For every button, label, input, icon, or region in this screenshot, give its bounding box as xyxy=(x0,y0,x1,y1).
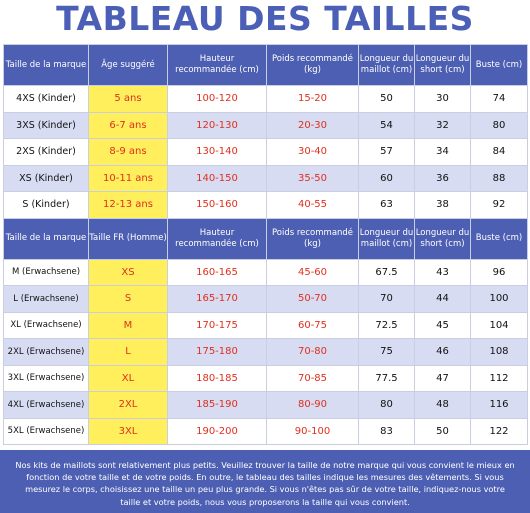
adult-table-cell: 3XL (Erwachsene) xyxy=(4,365,89,392)
adult-table-cell: 43 xyxy=(415,259,471,286)
adult-table-cell: 2XL xyxy=(89,392,168,419)
adult-table-cell: 122 xyxy=(471,418,528,445)
kids-table-cell: 5 ans xyxy=(89,86,168,113)
adult-table-cell: 190-200 xyxy=(168,418,267,445)
adult-table-cell: 67.5 xyxy=(359,259,415,286)
adult-table-cell: L xyxy=(89,339,168,366)
adult-table-cell: XS xyxy=(89,259,168,286)
kids-section xyxy=(4,45,528,219)
size-chart-table xyxy=(3,44,528,445)
adult-table-cell: 4XL (Erwachsene) xyxy=(4,392,89,419)
kids-table-cell: 63 xyxy=(359,192,415,219)
kids-table-cell: S (Kinder) xyxy=(4,192,89,219)
kids-table-cell: 32 xyxy=(415,112,471,139)
kids-table-cell: 15-20 xyxy=(267,86,359,113)
kids-table-cell: 120-130 xyxy=(168,112,267,139)
kids-column-header: Taille de la marque xyxy=(4,45,89,86)
kids-header-row xyxy=(4,45,528,86)
kids-table-cell: 6-7 ans xyxy=(89,112,168,139)
adult-table-cell: M (Erwachsene) xyxy=(4,259,89,286)
adult-header-row xyxy=(4,218,528,259)
kids-table-cell: 10-11 ans xyxy=(89,165,168,192)
adult-table-row xyxy=(4,339,528,366)
adult-table-cell: 104 xyxy=(471,312,528,339)
adult-table-cell: S xyxy=(89,286,168,313)
kids-table-cell: 38 xyxy=(415,192,471,219)
adult-table-cell: 75 xyxy=(359,339,415,366)
kids-table-cell: 4XS (Kinder) xyxy=(4,86,89,113)
adult-table-cell: 100 xyxy=(471,286,528,313)
kids-table-cell: 74 xyxy=(471,86,528,113)
adult-table-cell: 2XL (Erwachsene) xyxy=(4,339,89,366)
adult-table-cell: 90-100 xyxy=(267,418,359,445)
adult-table-cell: 72.5 xyxy=(359,312,415,339)
kids-table-row xyxy=(4,192,528,219)
kids-table-cell: 2XS (Kinder) xyxy=(4,139,89,166)
adult-table-cell: 175-180 xyxy=(168,339,267,366)
adult-section xyxy=(4,218,528,445)
adult-table-cell: 112 xyxy=(471,365,528,392)
kids-table-cell: 140-150 xyxy=(168,165,267,192)
kids-table-cell: 8-9 ans xyxy=(89,139,168,166)
kids-column-header: Longueur du maillot (cm) xyxy=(359,45,415,86)
adult-column-header: Taille de la marque xyxy=(4,218,89,259)
kids-table-cell: 12-13 ans xyxy=(89,192,168,219)
adult-column-header: Taille FR (Homme) xyxy=(89,218,168,259)
kids-column-header: Poids recommandé (kg) xyxy=(267,45,359,86)
adult-table-cell: 45-60 xyxy=(267,259,359,286)
kids-column-header: Longueur du short (cm) xyxy=(415,45,471,86)
kids-table-row xyxy=(4,86,528,113)
adult-table-cell: 50-70 xyxy=(267,286,359,313)
kids-table-cell: 60 xyxy=(359,165,415,192)
adult-table-cell: M xyxy=(89,312,168,339)
adult-table-row xyxy=(4,365,528,392)
kids-table-cell: 40-55 xyxy=(267,192,359,219)
kids-table-cell: 57 xyxy=(359,139,415,166)
adult-table-cell: L (Erwachsene) xyxy=(4,286,89,313)
adult-column-header: Longueur du maillot (cm) xyxy=(359,218,415,259)
adult-table-cell: 77.5 xyxy=(359,365,415,392)
kids-table-row xyxy=(4,112,528,139)
adult-table-cell: 80-90 xyxy=(267,392,359,419)
kids-table-row xyxy=(4,165,528,192)
kids-table-cell: 100-120 xyxy=(168,86,267,113)
kids-column-header: Hauteur recommandée (cm) xyxy=(168,45,267,86)
kids-table-cell: 3XS (Kinder) xyxy=(4,112,89,139)
adult-table-cell: XL xyxy=(89,365,168,392)
adult-table-cell: 116 xyxy=(471,392,528,419)
kids-table-cell: 20-30 xyxy=(267,112,359,139)
kids-table-cell: 30-40 xyxy=(267,139,359,166)
adult-table-cell: 165-170 xyxy=(168,286,267,313)
adult-table-cell: XL (Erwachsene) xyxy=(4,312,89,339)
adult-column-header: Hauteur recommandée (cm) xyxy=(168,218,267,259)
kids-table-cell: 80 xyxy=(471,112,528,139)
kids-table-cell: 150-160 xyxy=(168,192,267,219)
kids-table-cell: 36 xyxy=(415,165,471,192)
kids-table-cell: 88 xyxy=(471,165,528,192)
adult-table-cell: 70-80 xyxy=(267,339,359,366)
adult-table-row xyxy=(4,286,528,313)
adult-table-cell: 70-85 xyxy=(267,365,359,392)
kids-table-cell: 30 xyxy=(415,86,471,113)
adult-table-cell: 48 xyxy=(415,392,471,419)
kids-table-row xyxy=(4,139,528,166)
adult-table-row xyxy=(4,259,528,286)
adult-table-cell: 83 xyxy=(359,418,415,445)
adult-table-cell: 160-165 xyxy=(168,259,267,286)
adult-table-cell: 5XL (Erwachsene) xyxy=(4,418,89,445)
adult-table-cell: 47 xyxy=(415,365,471,392)
adult-table-cell: 185-190 xyxy=(168,392,267,419)
kids-table-cell: 35-50 xyxy=(267,165,359,192)
page-title: TABLEAU DES TAILLES xyxy=(56,0,474,38)
kids-table-cell: 84 xyxy=(471,139,528,166)
adult-table-cell: 45 xyxy=(415,312,471,339)
size-advice-note: Nos kits de maillots sont relativement plus petits. Veuillez trouver la taille de notre marque qui vous convient le mieux en fonction de votre taille et de votre poids. En outre, le tableau des tailles indique les mesures des vêtements. Si vous mesurez le corps, choisissez une taille un peu plus grande. Si vous n'êtes pas sûr de votre taille, indiquez-nous votre taille et votre poids, nous vous proposerons la taille qui vous convient. xyxy=(0,450,530,513)
adult-table-cell: 108 xyxy=(471,339,528,366)
adult-table-cell: 80 xyxy=(359,392,415,419)
kids-table-cell: 130-140 xyxy=(168,139,267,166)
adult-table-row xyxy=(4,392,528,419)
kids-table-cell: 92 xyxy=(471,192,528,219)
adult-column-header: Poids recommandé (kg) xyxy=(267,218,359,259)
adult-table-cell: 3XL xyxy=(89,418,168,445)
kids-table-cell: 50 xyxy=(359,86,415,113)
adult-table-cell: 70 xyxy=(359,286,415,313)
kids-table-cell: 34 xyxy=(415,139,471,166)
adult-table-cell: 44 xyxy=(415,286,471,313)
kids-table-cell: 54 xyxy=(359,112,415,139)
kids-column-header: Buste (cm) xyxy=(471,45,528,86)
adult-table-row xyxy=(4,418,528,445)
adult-table-cell: 180-185 xyxy=(168,365,267,392)
adult-table-cell: 60-75 xyxy=(267,312,359,339)
adult-table-cell: 170-175 xyxy=(168,312,267,339)
adult-column-header: Longueur du short (cm) xyxy=(415,218,471,259)
adult-column-header: Buste (cm) xyxy=(471,218,528,259)
adult-table-cell: 46 xyxy=(415,339,471,366)
adult-table-cell: 50 xyxy=(415,418,471,445)
kids-table-cell: XS (Kinder) xyxy=(4,165,89,192)
adult-table-cell: 96 xyxy=(471,259,528,286)
adult-table-row xyxy=(4,312,528,339)
kids-column-header: Âge suggéré xyxy=(89,45,168,86)
